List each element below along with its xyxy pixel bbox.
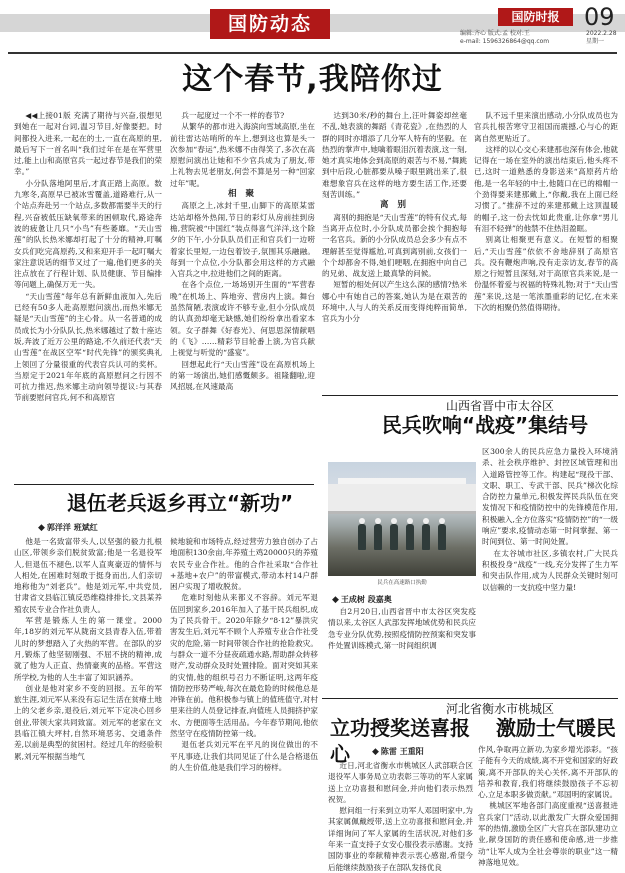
shanxi-headline: 民兵吹响“战疫”集结号 [381, 413, 589, 437]
paragraph: 别离让相聚更有意义。在短暂的相聚后,“天山雪莲”依依不舍地辞别了高原官兵。没有鞭炮声响,没有走亲访友,春节的高原之行短暂且深刻,对于高原官兵来说,是一份温怀着爱与祝福的特殊礼物;对于“天山雪莲”来说,这是一笔浓墨重彩的记忆,在未来下次的相聚仍然值得期待。 [474, 235, 618, 313]
shanxi-byline [332, 594, 392, 605]
email-line: e-mail: 1596326864@qq.com [460, 38, 550, 45]
diamond-icon: ◆ [332, 595, 339, 605]
militia-figure [438, 524, 446, 550]
paragraph: 慰问组一行来到立功军人邓国明家中,为其家属佩戴绶带,送上立功喜报和慰问金,并详细询问了军人家属的生活状况,对他们多年来一直支持子女安心服役表示感谢。支持国防事业的奉献精神表示衷心感谢,希望今后能继续鼓励孩子在部队发扬优良 [328, 806, 473, 872]
paragraph: 军营是锻炼人生的第一课堂。2000年,18岁的刘元军从陇南文县青春入伍,带着儿时的梦想踏入了火热的军营。在部队的岁月,锻炼了他坚韧刚强、不屈不挠的精神,成就了他为人正直、热情豪爽的品格。军营这所学校,为他的人生丰富了知识涵养。 [14, 616, 162, 682]
weekday-line: 星期一 [586, 38, 605, 45]
paragraph: 队不远千里来演出感动,小分队成员也为官兵扎根苦寒守卫祖国而震撼,心与心的距离自然更贴近了。 [474, 111, 618, 143]
veteran-column-2 [170, 536, 318, 856]
paragraph: 兵一起度过一个不一样的春节? [181, 111, 285, 120]
paragraph: 退伍老兵刘元军在平凡的岗位做出的不平凡事迹,让我们共同见证了什么是合格退伍的人生价值,他是我们学习的榜样。 [170, 740, 318, 772]
paragraph: 高原之上,冰封千里,山脚下的高原某雷达站却格外热闹,节日的彩灯从房前挂到房檐,营院被“中国红”装点得喜气洋洋,这个除夕的下午,小分队队员们正和官兵们一边唠着家长里短,一边包着饺子,氛围其乐融融。每到一个点位,小分队都会用这样的方式融入官兵之中,拉进他们之间的距离。 [170, 201, 315, 279]
paragraph: 创业是他对家乡不变的回报。五年的军旅生涯,刘元军从来没有忘记生活在贫瘠土地上的父老乡亲,退役后,刘元军下定决心回乡创业,带领大家共同致富。刘元军的老家在文县临江镇大坪村,自然环境恶劣、交通条件差,以前是典型的贫困村。经过几年的经验积累,刘元军根据当地气 [14, 683, 162, 761]
hebei-headline-right: 激励士气暖民心 [330, 716, 616, 766]
hebei-byline [372, 746, 424, 757]
section-divider [322, 698, 618, 699]
paragraph: 在太谷城市社区,多镇农村,广大民兵积极投身“战疫”一线,充分发挥了生力军和突击队作用,成为人民群众关键时刻可以信赖的一支抗疫中坚力量! [482, 548, 618, 592]
byline-text: 陈雷 王重阳 [380, 747, 424, 756]
paragraph: 在各个点位,一场场别开生面的“军营春晚”在机场上、阵地旁、营房内上演。舞台虽然简陋,表演或许不够专业,但小分队成员的认真劲却毫无缺憾,她们纷纷拿出看家本领。女子群舞《好春光》、何思思深情献唱的《飞》……精彩节目轮番上演,为官兵献上视觉与听觉的“盛宴”。 [170, 280, 315, 358]
shanxi-column-right [482, 446, 618, 698]
veteran-column-1 [14, 536, 162, 856]
credits-line: 编辑:齐心 版式:孟 校对:王 [460, 30, 530, 37]
header-rule [8, 52, 617, 54]
paragraph: 近日,河北省衡水市桃城区人武部联合区退役军人事务局立功表彰三等功的军人家属送上立功喜报和慰问金,并向他们表示热烈祝贺。 [328, 761, 473, 804]
veteran-headline: 退伍老兵返乡再立“新功” [66, 491, 294, 515]
paragraph: 自2月20日,山西省晋中市太谷区突发疫情以来,太谷区人武部发挥地域优势和民兵应急专业分队优势,按照疫情防控预案和突发事件处置训练模式,第一时间组织调 [328, 607, 476, 650]
paragraph: 回想起此行“天山雪莲”设在高原机场上的第一场演出,她们感慨颇多。祖隆翻啦,迎风招展,在风速最高 [170, 359, 315, 392]
paragraph: 这样的以心交心来建那也深有体会,他就记得在一场在室外的演出结束后,他头疼不已,这时一道熟悉的身影送来“高原药片给他,是一名年轻的中士,他随口在已的棉帽一个劲得要来建那戴上,“你戴,我在上面已经习惯了。”推辞不过的来建那戴上这顶温暖的帽子,这一份去忱如此贵重,让你拿“男儿有泪不轻弹”的他禁不住热泪盈眶。 [474, 144, 618, 233]
militia-figure [406, 524, 414, 550]
diamond-icon: ◆ [38, 523, 45, 533]
subheading: 相 聚 [228, 189, 257, 200]
paragraph: 达到30米/秒的舞台上,汪叶舞姿却丝毫不乱,她表演的舞蹈《青花瓷》,在热烈的人群的同时亦增添了几分军人特有的坚毅。在热烈的掌声中,她噙着眼泪沉着表演,这一刻,她才真实地体会到高原的艰苦与不易,“舞跳到中后段,心脏都要从嗓子眼里跳出来了,很难想象官兵在这样的地方要生活工作,还要刻苦训练。” [322, 111, 467, 200]
editor-credits [460, 30, 580, 46]
issue-date [586, 30, 622, 46]
main-headline: 这个春节,我陪你过 [182, 62, 443, 97]
main-article-column-1 [14, 110, 162, 482]
militia-checkpoint-photo [328, 462, 476, 576]
veteran-byline [38, 522, 98, 533]
hebei-column-right [478, 744, 618, 867]
paragraph: 桃城区军地各部门高度重视“送喜报进官兵家门”活动,以此激发广大群众爱国拥军的热情,激励全区广大官兵在部队建功立业,献身国防的责任感和使命感,进一步推动“让军人成为全社会尊崇的职业”这一精神落地见效。 [478, 801, 618, 867]
diamond-icon: ◆ [372, 747, 379, 757]
paragraph: 危难时刻他从来都义不容辞。刘元军退伍回到家乡,2016年加入了基干民兵组织,成为了民兵骨干。2020年除夕“8·12”暴洪灾害发生后,刘元军不顾个人养殖专业合作社受灾的危险,第一时间带领合作社的抢险救灾。与群众一道不分昼夜疏通水路,帮助群众转移财产,发动群众及时处置排险。面对突如其来的灾情,他的组织号召力不断证明,这两年疫情防控形势严峻,每次在最危险的时候他总是冲锋在前。他积极参与镇上的值班值守,对村里来往的人员登记排查,向值班人员拥挤护家水、方便面等生活用品。今年春节期间,他依然坚守在疫情防控第一线。 [170, 593, 318, 739]
subheading: 离 别 [380, 200, 409, 211]
newspaper-logo: 国防时报 [498, 8, 573, 26]
paragraph: ◀◀上接01版 充满了期待与兴奋,很想见到她在一起对台词,温习节目,好像要把。时间都投入进来,一起在的士,一直在高原的里,最后写下一首名叫“我们过年在是在军营里过,能上山和高原官兵一起过春节是我们的荣幸。” [14, 111, 162, 177]
byline-text: 郭洋洋 班斌红 [46, 523, 98, 532]
militia-figure [390, 524, 398, 550]
hebei-kicker: 河北省衡水市桃城区 [445, 702, 554, 716]
militia-figure [374, 524, 382, 550]
paragraph: 作风,争取再立新功,为家乡增光添彩。“孩子能有今天的成绩,离不开党和国家的好政策,离不开部队的关心关怀,离不开部队的培养和教育,我们将继续鼓励孩子不忘初心,立足本职多做贡献。”邓国明的家属说。 [478, 745, 618, 800]
section-divider [14, 484, 314, 485]
paragraph: 候地貌和市场特点,经过营劳力独自创办了占地面积130余亩,年养殖土鸡20000只的养殖农民专业合作社。他的合作社采取“合作社+基地+农户”的带富模式,带动本村14户群困户实现了增收脱贫。 [170, 537, 318, 592]
main-article-column-2 [170, 110, 315, 482]
hebei-headline-left: 立功授奖送喜报 [330, 716, 470, 740]
paragraph: 他是一名致富带头人,以坚强的毅力扎根山区,带领乡亲们脱贫致富;他是一名退役军人,但退伍不褪色,以军人直爽豪迈的情怀与人相处,在困难时刻敢于挺身而出,人们亲切地称他为“刘老兵”。他是刘元军,中共党员,甘肃省文县临江镇反恐维稳排排长,文县某养殖农民专业合作社负责人。 [14, 537, 162, 614]
paragraph: 离别的拥抱是“天山雪莲”的特有仪式,每当离开点位时,小分队成员都会挨个拥抱每一名官兵。新的小分队成员总会多少有点不理解甚至觉得尴尬,可真到离别前,女孩们一个个却都舍不得,她们哽咽,在拥抱中向自己的兄弟、战友送上最真挚的问候。 [322, 212, 467, 279]
paragraph: 区300余人的民兵应急力量投入环境消杀、社会秩序维护、封控区域管理和出入道路管控等工作。构建起“现役干部、文职、职工、专武干部、民兵”梯次化综合防控力量单元,积极发挥民兵队伍在突发情况下和疫情防控中的先锋模范作用,积极融入,全方位落实“疫情防控”的“一级响应”要求,疫情动态第一时间掌握、第一时间到位、第一时间处置。 [482, 447, 618, 547]
section-title: 国防动态 [210, 9, 330, 39]
photo-caption: 民兵在高速路口执勤 [377, 580, 427, 586]
shanxi-kicker: 山西省晋中市太谷区 [445, 399, 554, 413]
paragraph: “天山雪莲”每年总有新鲜血液加入,先后已经有50多人赴高原慰问演出,而热米娜无疑是“天山雪莲”的主心骨。从一名普通的成员成长为小分队队长,热米娜越过了数十座达坂,奔波了近万公里的路途,不久前还代表“天山雪莲”在战区空军“时代先锋”的颁奖典礼上领回了分量很重的代表官兵认可的奖杯。当原定于2021年年底的高原慰问之行因不可抗力推迟,热米娜主动向领导提议:与其春节前要慰问官兵,何不和高原官 [14, 291, 162, 403]
hebei-column-left [328, 760, 473, 872]
paragraph: 从繁华的都市进入海滨向雪域高原,坐在前往雷达站哨所的车上,想到这也算是头一次参加“春运”,热米娜不由得笑了,多次在高原慰问演出让她和不少官兵成为了朋友,带上礼物去见老朋友,何尝不算是另一种“回家过年”呢。 [170, 122, 315, 188]
section-divider [322, 395, 618, 396]
byline-text: 王成树 段嘉奥 [340, 595, 392, 604]
date-line: 2022.2.28 [586, 30, 617, 37]
page-number: 09 [584, 3, 615, 31]
main-article-column-4 [474, 110, 618, 395]
shanxi-column-left [328, 606, 476, 698]
militia-figure [422, 524, 430, 550]
paragraph: 小分队落地阿里后,才真正踏上高原。数九寒冬,高原早已被冰雪覆盖,道路难行,从一个站点奔赴另一个站点,多数都需要半天的行程,兴奋被低压缺氧带来的困顿取代,路途奔波的疲惫让几只“小鸟”有些萎靡。“天山雪莲”的队长热米娜却打起了十分的精神,叮嘱女兵们吃完高原药,又和来迎开手一起叮嘱大家注意说话的细节又过了一遍,他们更多的关注点放在了行程计划、队员健康、节目编排等问题上,确保万无一失。 [14, 178, 162, 290]
militia-figure [358, 524, 366, 550]
main-article-column-3 [322, 110, 467, 395]
toll-station [328, 484, 476, 514]
paragraph: 短暂的相处何以产生这么深的感情?热米娜心中有她自己的答案,她认为是在艰苦的环境中,人与人的关系反而变得纯粹而简单,官兵为小分 [322, 280, 467, 324]
